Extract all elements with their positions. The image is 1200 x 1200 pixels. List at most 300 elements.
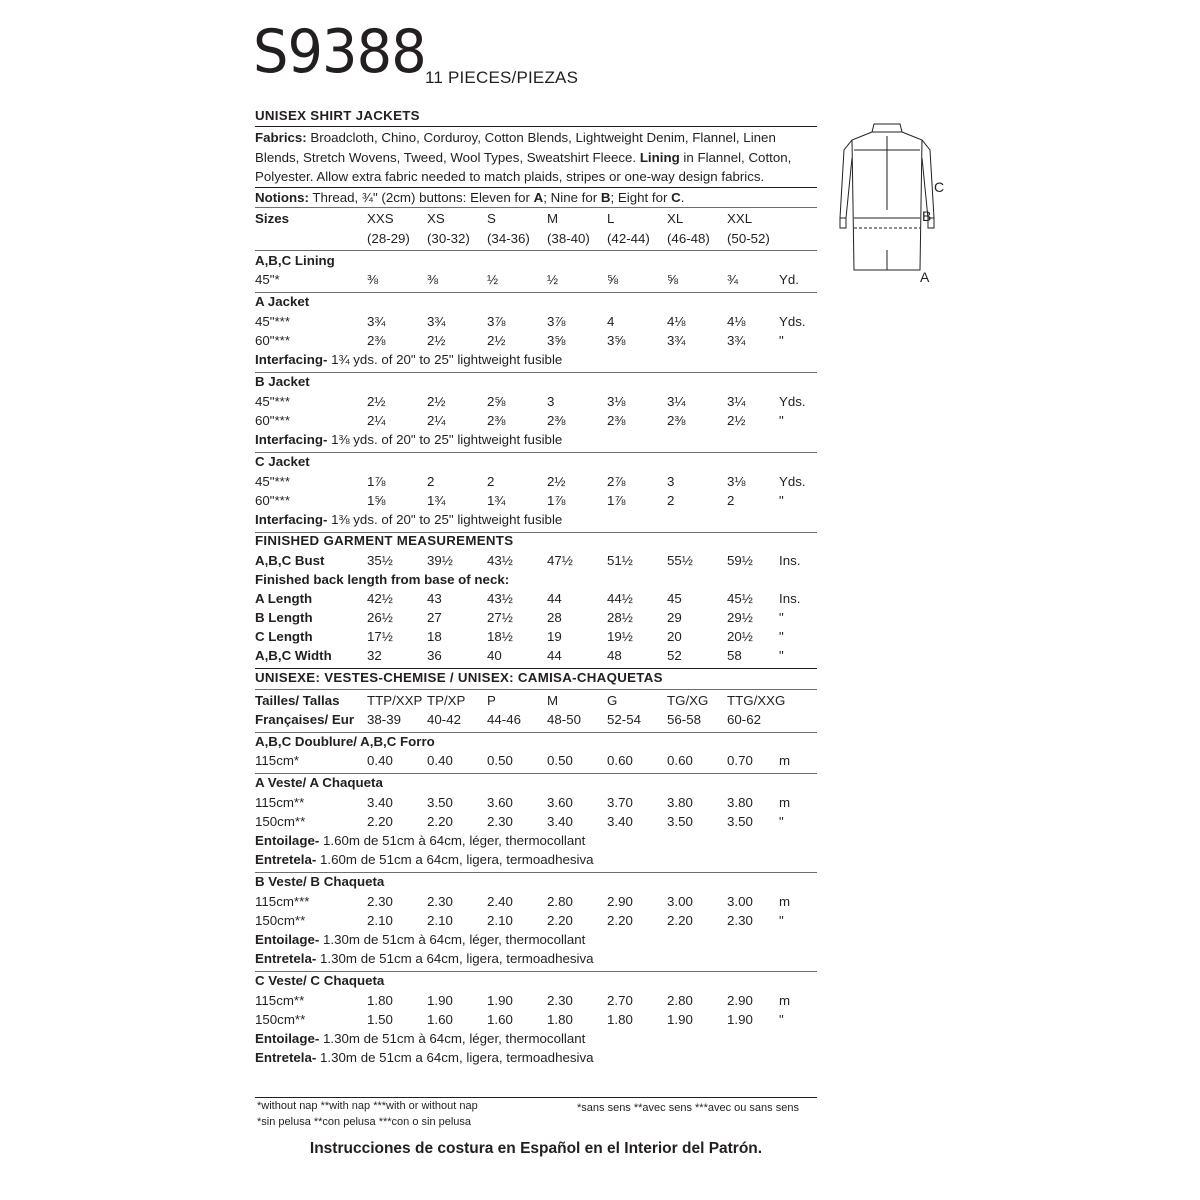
table-cell: 40: [487, 648, 502, 663]
table-cell: 2.10: [367, 913, 393, 928]
veste-a-150-row-label: 150cm**: [255, 814, 306, 829]
length-row: [255, 629, 817, 649]
c-jacket-60-row-label: 60"***: [255, 493, 291, 508]
veste-c-115-row: [255, 993, 817, 1013]
table-cell: 39½: [427, 553, 453, 568]
fabrics-text: Broadcloth, Chino, Corduroy, Cotton Blends, Lightweight Denim, Flannel, Linen Blends, Stretch Wovens, Tweed, Wool Types, Sweatshirt Fleece.: [255, 130, 776, 165]
veste-c-150-row-label: 150cm**: [255, 1012, 306, 1027]
table-cell: 18: [427, 629, 442, 644]
table-cell: 20: [667, 629, 682, 644]
table-cell: 2.90: [607, 894, 633, 909]
table-cell: 0.40: [427, 753, 453, 768]
divider: [255, 372, 817, 373]
table-cell: 1.80: [607, 1012, 633, 1027]
doublure-115-row: [255, 753, 817, 773]
table-cell: 3.50: [727, 814, 753, 829]
veste-b-entoilage-text: 1.30m de 51cm à 64cm, léger, thermocollant: [319, 932, 586, 947]
divider: [255, 732, 817, 733]
table-cell: 0.40: [367, 753, 393, 768]
table-cell: TTG/XXG: [727, 693, 786, 708]
notions-text: Thread, ¾" (2cm) buttons: Eleven for: [308, 190, 534, 205]
table-cell: 2: [427, 474, 435, 489]
unit-cell: ": [779, 814, 784, 829]
table-cell: 27½: [487, 610, 513, 625]
table-cell: ⅜: [427, 272, 439, 287]
b-jacket-interfacing-text: 1⅜ yds. of 20" to 25" lightweight fusible: [327, 432, 563, 447]
table-cell: 1⅞: [547, 493, 566, 508]
table-cell: 2⅝: [487, 394, 506, 409]
table-cell: 3.00: [667, 894, 693, 909]
unit-cell: ": [779, 333, 784, 348]
table-cell: 29: [667, 610, 682, 625]
divider: [255, 1097, 817, 1098]
table-cell: 2⅜: [547, 413, 566, 428]
table-cell: 43: [427, 591, 442, 606]
table-cell: 3.50: [427, 795, 453, 810]
table-cell: 1.90: [427, 993, 453, 1008]
veste-c-heading: C Veste/ C Chaqueta: [255, 973, 385, 988]
table-cell: 43½: [487, 553, 513, 568]
table-cell: 2.30: [367, 894, 393, 909]
table-cell: (46-48): [667, 231, 710, 246]
table-cell: 1.90: [667, 1012, 693, 1027]
table-cell: 0.50: [547, 753, 573, 768]
a-jacket-45-row-label: 45"***: [255, 314, 291, 329]
veste-a-entoilage: [255, 833, 817, 853]
table-cell: L: [607, 211, 615, 226]
b-jacket-60-row-label: 60"***: [255, 413, 291, 428]
table-cell: 3¾: [367, 314, 386, 329]
length-row-label: B Length: [255, 610, 313, 625]
francaises-row-label: Françaises/ Eur: [255, 712, 355, 727]
table-cell: 3⅛: [607, 394, 626, 409]
veste-c-entretela-label: Entretela-: [255, 1050, 317, 1065]
table-cell: 2¼: [367, 413, 386, 428]
table-cell: 2⅞: [607, 474, 626, 489]
table-cell: S: [487, 211, 496, 226]
unit-cell: ": [779, 1012, 784, 1027]
francaises-row: [255, 712, 817, 732]
table-cell: 36: [427, 648, 442, 663]
pattern-title: UNISEX SHIRT JACKETS: [255, 108, 420, 123]
table-cell: 47½: [547, 553, 573, 568]
table-cell: 3¾: [667, 333, 686, 348]
notions-a: A: [533, 190, 544, 205]
veste-a-entretela: [255, 852, 817, 872]
table-cell: 45: [667, 591, 682, 606]
veste-c-entretela-text: 1.30m de 51cm a 64cm, ligera, termoadhesiva: [316, 1050, 594, 1065]
table-cell: 1⅞: [607, 493, 626, 508]
table-cell: 44½: [607, 591, 633, 606]
table-cell: 27: [427, 610, 442, 625]
table-cell: 38-39: [367, 712, 402, 727]
fabrics-text-2: in Flannel, Cotton, Polyester. Allow extra fabric needed to match plaids, stripes or one-way design fabrics.: [255, 149, 792, 185]
divider: [255, 292, 817, 293]
view-label-b: B: [922, 208, 932, 224]
table-cell: 4⅛: [667, 314, 686, 329]
length-row-label: C Length: [255, 629, 313, 644]
table-cell: 2½: [727, 413, 746, 428]
table-cell: 1.90: [727, 1012, 753, 1027]
table-cell: 17½: [367, 629, 393, 644]
table-cell: 29½: [727, 610, 753, 625]
veste-b-115-row-label: 115cm***: [255, 894, 310, 909]
table-cell: 52: [667, 648, 682, 663]
unit-cell: m: [779, 993, 791, 1008]
veste-b-entretela: [255, 951, 817, 971]
veste-b-entretela-label: Entretela-: [255, 951, 317, 966]
table-cell: 3.70: [607, 795, 633, 810]
veste-a-entoilage-label: Entoilage-: [255, 833, 320, 848]
table-cell: 1⅞: [367, 474, 386, 489]
unit-cell: ": [779, 413, 784, 428]
table-cell: 2.70: [607, 993, 633, 1008]
c-jacket-60-row: [255, 493, 817, 513]
sizes-row: [255, 211, 817, 231]
notions-text-3: ; Eight for: [610, 190, 672, 205]
table-cell: 2.30: [487, 814, 513, 829]
unit-cell: Ins.: [779, 591, 801, 606]
table-cell: 55½: [667, 553, 693, 568]
table-cell: 1.80: [367, 993, 393, 1008]
table-cell: XXS: [367, 211, 394, 226]
lining-45-row: [255, 272, 817, 292]
veste-a-entretela-label: Entretela-: [255, 852, 317, 867]
b-jacket-interfacing: [255, 432, 817, 452]
table-cell: ⅜: [367, 272, 379, 287]
table-cell: 2.80: [667, 993, 693, 1008]
veste-a-heading: A Veste/ A Chaqueta: [255, 775, 383, 790]
unit-cell: Ins.: [779, 553, 801, 568]
veste-b-entoilage-label: Entoilage-: [255, 932, 320, 947]
table-cell: 2½: [547, 474, 566, 489]
divider: [255, 872, 817, 873]
table-cell: 3¼: [727, 394, 746, 409]
table-cell: 1.90: [487, 993, 513, 1008]
table-cell: XXL: [727, 211, 753, 226]
table-cell: 3.60: [547, 795, 573, 810]
table-cell: 44: [547, 591, 562, 606]
table-cell: 3⅝: [607, 333, 626, 348]
divider: [255, 126, 817, 127]
table-cell: 2.30: [727, 913, 753, 928]
unit-cell: Yds.: [779, 314, 806, 329]
table-cell: 18½: [487, 629, 513, 644]
table-cell: 2.20: [367, 814, 393, 829]
veste-b-115-row: [255, 894, 817, 914]
table-cell: 0.60: [607, 753, 633, 768]
unit-cell: Yds.: [779, 474, 806, 489]
divider: [255, 207, 817, 208]
table-cell: 48-50: [547, 712, 582, 727]
table-cell: 2½: [427, 394, 446, 409]
unit-cell: ": [779, 610, 784, 625]
c-jacket-45-row: [255, 474, 817, 494]
table-cell: 2½: [427, 333, 446, 348]
notions-label: Notions:: [255, 190, 309, 205]
table-cell: 44-46: [487, 712, 522, 727]
c-jacket-interfacing-text: 1⅜ yds. of 20" to 25" lightweight fusible: [327, 512, 563, 527]
veste-c-entretela: [255, 1050, 817, 1070]
table-cell: ½: [487, 272, 499, 287]
table-cell: 2.20: [607, 913, 633, 928]
table-cell: 1.50: [367, 1012, 393, 1027]
doublure-115-row-label: 115cm*: [255, 753, 300, 768]
b-jacket-45-row-label: 45"***: [255, 394, 291, 409]
table-cell: ¾: [727, 272, 739, 287]
table-cell: ½: [547, 272, 559, 287]
b-jacket-interfacing-label: Interfacing-: [255, 432, 328, 447]
view-label-a: A: [920, 269, 930, 285]
table-cell: 3.60: [487, 795, 513, 810]
lining-45-row-label: 45"*: [255, 272, 280, 287]
table-cell: 0.70: [727, 753, 753, 768]
table-cell: (34-36): [487, 231, 530, 246]
fabrics-label: Fabrics:: [255, 130, 307, 145]
veste-c-entoilage-text: 1.30m de 51cm à 64cm, léger, thermocollant: [319, 1031, 586, 1046]
length-row: [255, 591, 817, 611]
table-cell: P: [487, 693, 496, 708]
lining-label: Lining: [639, 149, 680, 165]
table-cell: 2.20: [667, 913, 693, 928]
table-cell: 4: [607, 314, 615, 329]
table-cell: 1¾: [427, 493, 446, 508]
table-cell: (38-40): [547, 231, 590, 246]
table-cell: 58: [727, 648, 742, 663]
veste-a-150-row: [255, 814, 817, 834]
metric-heading: UNISEXE: VESTES-CHEMISE / UNISEX: CAMISA-CHAQUETAS: [255, 670, 663, 685]
table-cell: TP/XP: [427, 693, 466, 708]
table-cell: 2.90: [727, 993, 753, 1008]
table-cell: 2.30: [427, 894, 453, 909]
veste-a-115-row: [255, 795, 817, 815]
a-jacket-heading: A Jacket: [255, 294, 310, 309]
notions-text-4: .: [680, 190, 685, 205]
notions-line: [255, 188, 817, 208]
unit-cell: ": [779, 648, 784, 663]
table-cell: 2⅜: [607, 413, 626, 428]
table-cell: (30-32): [427, 231, 470, 246]
table-cell: ⅝: [667, 272, 679, 287]
veste-a-115-row-label: 115cm**: [255, 795, 305, 810]
table-cell: 20½: [727, 629, 753, 644]
table-cell: 0.50: [487, 753, 513, 768]
table-cell: 3.80: [667, 795, 693, 810]
veste-a-entoilage-text: 1.60m de 51cm à 64cm, léger, thermocollant: [319, 833, 586, 848]
table-cell: 44: [547, 648, 562, 663]
c-jacket-45-row-label: 45"***: [255, 474, 291, 489]
pieces-count: 11 PIECES/PIEZAS: [425, 68, 579, 87]
table-cell: 1¾: [487, 493, 506, 508]
table-cell: 26½: [367, 610, 393, 625]
table-cell: 56-58: [667, 712, 702, 727]
length-row-label: A Length: [255, 591, 313, 606]
table-cell: 19: [547, 629, 562, 644]
table-cell: M: [547, 693, 559, 708]
notions-text-2: ; Nine for: [543, 190, 601, 205]
table-cell: 3¾: [427, 314, 446, 329]
footnotes-spanish: *sin pelusa **con pelusa ***con o sin pelusa: [257, 1116, 472, 1128]
table-cell: 59½: [727, 553, 753, 568]
table-cell: 28½: [607, 610, 633, 625]
table-cell: 2.20: [427, 814, 453, 829]
table-cell: 2.20: [547, 913, 573, 928]
a-jacket-interfacing-label: Interfacing-: [255, 352, 328, 367]
table-cell: 2.40: [487, 894, 513, 909]
shirt-jacket-back-view-icon: [830, 110, 950, 290]
veste-c-115-row-label: 115cm**: [255, 993, 305, 1008]
view-label-c: C: [934, 179, 945, 195]
sizes-row-label: Sizes: [255, 211, 290, 226]
unit-cell: Yd.: [779, 272, 799, 287]
table-cell: 1.60: [427, 1012, 453, 1027]
table-cell: 3⅝: [547, 333, 566, 348]
tailles-row: [255, 693, 817, 713]
veste-b-entretela-text: 1.30m de 51cm a 64cm, ligera, termoadhesiva: [316, 951, 594, 966]
doublure-heading: A,B,C Doublure/ A,B,C Forro: [255, 734, 435, 749]
bust-row-label: A,B,C Bust: [255, 553, 325, 568]
divider: [255, 250, 817, 251]
table-cell: 0.60: [667, 753, 693, 768]
a-jacket-interfacing-text: 1¾ yds. of 20" to 25" lightweight fusible: [327, 352, 563, 367]
unit-cell: m: [779, 894, 791, 909]
pattern-number: S9388: [253, 17, 426, 87]
veste-c-entoilage: [255, 1031, 817, 1051]
bust-row: [255, 553, 817, 573]
table-cell: 19½: [607, 629, 633, 644]
table-cell: (50-52): [727, 231, 770, 246]
veste-c-entoilage-label: Entoilage-: [255, 1031, 320, 1046]
divider: [255, 452, 817, 453]
table-cell: 2¼: [427, 413, 446, 428]
table-cell: 2⅜: [367, 333, 386, 348]
table-cell: 2½: [487, 333, 506, 348]
table-cell: 3.40: [607, 814, 633, 829]
table-cell: XS: [427, 211, 445, 226]
table-cell: 3.40: [547, 814, 573, 829]
table-cell: 3.00: [727, 894, 753, 909]
b-jacket-60-row: [255, 413, 817, 433]
a-jacket-60-row-label: 60"***: [255, 333, 291, 348]
divider: [255, 773, 817, 774]
tailles-row-label: Tailles/ Tallas: [255, 693, 340, 708]
fabrics-paragraph: [255, 128, 817, 187]
table-cell: 60-62: [727, 712, 762, 727]
measurements-heading: FINISHED GARMENT MEASUREMENTS: [255, 533, 514, 548]
footnotes-english: *without nap **with nap ***with or without nap: [257, 1100, 478, 1112]
table-cell: 2½: [367, 394, 386, 409]
veste-b-150-row: [255, 913, 817, 933]
table-cell: 3¼: [667, 394, 686, 409]
table-cell: 40-42: [427, 712, 462, 727]
notions-b: B: [600, 190, 611, 205]
table-cell: 3¾: [727, 333, 746, 348]
unit-cell: m: [779, 795, 791, 810]
table-cell: XL: [667, 211, 684, 226]
lining-heading: A,B,C Lining: [255, 253, 335, 268]
table-cell: 2.30: [547, 993, 573, 1008]
veste-a-entretela-text: 1.60m de 51cm a 64cm, ligera, termoadhesiva: [316, 852, 594, 867]
table-cell: 2: [667, 493, 675, 508]
table-cell: 51½: [607, 553, 633, 568]
table-cell: 2.10: [487, 913, 513, 928]
table-cell: 1.80: [547, 1012, 573, 1027]
a-jacket-45-row: [255, 314, 817, 334]
unit-cell: m: [779, 753, 791, 768]
table-cell: (42-44): [607, 231, 650, 246]
table-cell: 32: [367, 648, 382, 663]
table-cell: 3⅛: [727, 474, 746, 489]
a-jacket-60-row: [255, 333, 817, 353]
footnotes-french: *sans sens **avec sens ***avec ou sans sens: [577, 1102, 799, 1114]
back-length-label: Finished back length from base of neck:: [255, 572, 510, 587]
table-cell: 3: [547, 394, 555, 409]
veste-c-150-row: [255, 1012, 817, 1032]
table-cell: 45½: [727, 591, 753, 606]
unit-cell: ": [779, 913, 784, 928]
veste-b-entoilage: [255, 932, 817, 952]
size-ranges-row: [255, 231, 817, 251]
table-cell: 52-54: [607, 712, 642, 727]
length-row: [255, 610, 817, 630]
table-cell: 4⅛: [727, 314, 746, 329]
b-jacket-45-row: [255, 394, 817, 414]
divider: [255, 668, 817, 669]
table-cell: 3: [667, 474, 675, 489]
table-cell: ⅝: [607, 272, 619, 287]
table-cell: 3.50: [667, 814, 693, 829]
a-jacket-interfacing: [255, 352, 817, 372]
veste-b-heading: B Veste/ B Chaqueta: [255, 874, 385, 889]
table-cell: 2⅜: [667, 413, 686, 428]
table-cell: M: [547, 211, 559, 226]
unit-cell: Yds.: [779, 394, 806, 409]
spanish-instructions-note: Instrucciones de costura en Español en el Interior del Patrón.: [309, 1140, 763, 1157]
table-cell: 3⅞: [547, 314, 566, 329]
table-cell: 48: [607, 648, 622, 663]
notions-c: C: [671, 190, 681, 205]
table-cell: (28-29): [367, 231, 410, 246]
veste-b-150-row-label: 150cm**: [255, 913, 306, 928]
table-cell: TTP/XXP: [367, 693, 423, 708]
table-cell: 1.60: [487, 1012, 513, 1027]
b-jacket-heading: B Jacket: [255, 374, 310, 389]
divider: [255, 971, 817, 972]
c-jacket-interfacing: [255, 512, 817, 532]
length-row-label: A,B,C Width: [255, 648, 332, 663]
unit-cell: ": [779, 493, 784, 508]
c-jacket-interfacing-label: Interfacing-: [255, 512, 328, 527]
table-cell: G: [607, 693, 618, 708]
table-cell: 2: [727, 493, 735, 508]
table-cell: 2.80: [547, 894, 573, 909]
table-cell: 3.40: [367, 795, 393, 810]
table-cell: 2: [487, 474, 495, 489]
table-cell: TG/XG: [667, 693, 709, 708]
table-cell: 2⅜: [487, 413, 506, 428]
unit-cell: ": [779, 629, 784, 644]
table-cell: 1⅝: [367, 493, 386, 508]
table-cell: 3.80: [727, 795, 753, 810]
table-cell: 2.10: [427, 913, 453, 928]
table-cell: 43½: [487, 591, 513, 606]
divider: [255, 689, 817, 690]
table-cell: 28: [547, 610, 562, 625]
table-cell: 42½: [367, 591, 393, 606]
length-row: [255, 648, 817, 668]
c-jacket-heading: C Jacket: [255, 454, 310, 469]
table-cell: 35½: [367, 553, 393, 568]
